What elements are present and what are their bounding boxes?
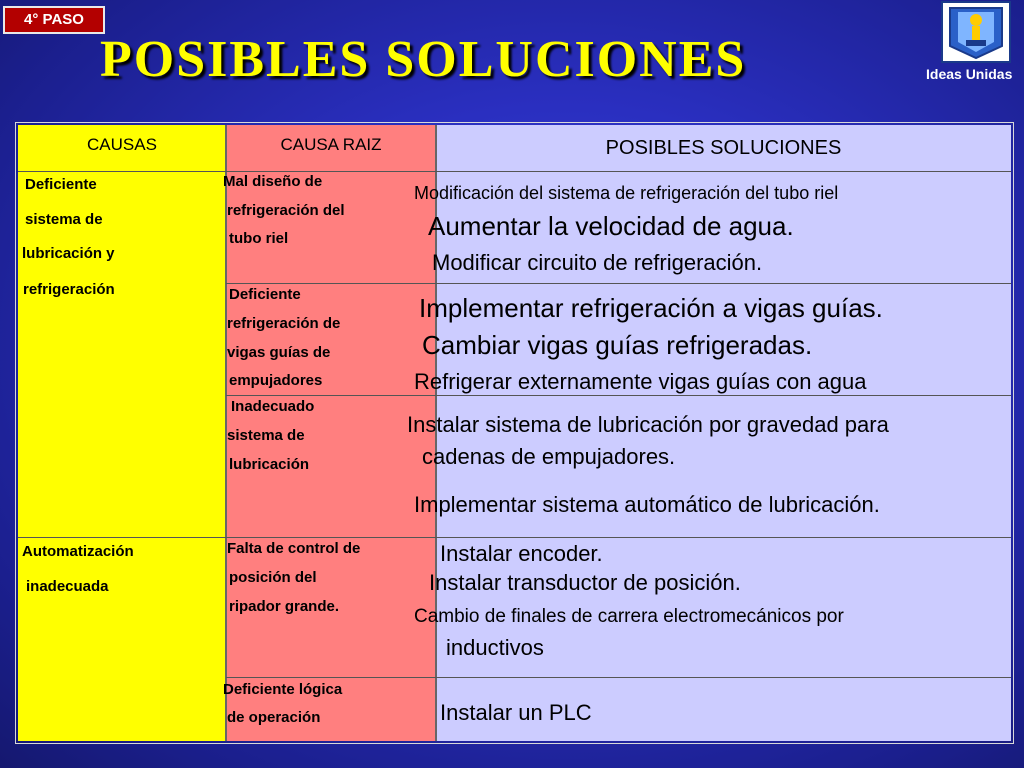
- causa-raiz-line: lubricación: [229, 456, 310, 473]
- header-causa-raiz-label: CAUSA RAIZ: [280, 135, 382, 154]
- solution-line: Instalar transductor de posición.: [429, 570, 741, 595]
- header-soluciones-label: POSIBLES SOLUCIONES: [605, 137, 842, 159]
- header-causa-raiz: [226, 125, 436, 171]
- header-soluciones: [436, 125, 1011, 171]
- solution-line: Instalar un PLC: [440, 700, 592, 725]
- slide-title: POSIBLES SOLUCIONES: [100, 31, 747, 88]
- causa-raiz-line: Inadecuado: [231, 398, 315, 415]
- row-divider: [18, 171, 1011, 172]
- solution-line: Implementar refrigeración a vigas guías.: [419, 293, 883, 323]
- solution-line: Instalar sistema de lubricación por gravedad para: [407, 412, 889, 437]
- row-divider: [226, 283, 1011, 284]
- solution-line: Implementar sistema automático de lubricación.: [414, 492, 880, 517]
- causa-raiz-line: ripador grande.: [229, 598, 340, 615]
- step-badge: 4° PASO: [3, 6, 105, 34]
- solution-line: Modificar circuito de refrigeración.: [432, 250, 763, 275]
- causa-line: lubricación y: [22, 245, 115, 262]
- causa-raiz-line: empujadores: [229, 372, 323, 389]
- causa-line: refrigeración: [23, 281, 115, 298]
- row-divider: [226, 677, 1011, 678]
- causa-raiz-line: refrigeración del: [227, 202, 345, 219]
- causa-raiz-line: Mal diseño de: [223, 173, 323, 190]
- header-causas: [18, 125, 226, 171]
- header-causas-label: CAUSAS: [87, 135, 157, 154]
- causa-raiz-line: vigas guías de: [227, 344, 331, 361]
- causa-raiz-line: Deficiente lógica: [223, 681, 343, 698]
- logo-text: Ideas Unidas: [926, 66, 1013, 82]
- solution-line: Aumentar la velocidad de agua.: [428, 211, 794, 241]
- causa-raiz-line: tubo riel: [229, 230, 289, 247]
- causa-line: Automatización: [22, 543, 134, 560]
- solution-line: Cambio de finales de carrera electromecánicos por: [414, 606, 844, 627]
- causa-raiz-line: Deficiente: [229, 286, 301, 303]
- solutions-table: [15, 122, 1014, 744]
- solution-line: Cambiar vigas guías refrigeradas.: [422, 330, 813, 360]
- causa-raiz-line: Falta de control de: [227, 540, 361, 557]
- row-divider: [226, 395, 1011, 396]
- solution-line: Modificación del sistema de refrigeración del tubo riel: [414, 183, 839, 203]
- causa-line: sistema de: [25, 211, 103, 228]
- causa-line: inadecuada: [26, 578, 109, 595]
- solution-line: cadenas de empujadores.: [422, 444, 676, 469]
- causa-raiz-line: de operación: [227, 709, 321, 726]
- causa-raiz-line: posición del: [229, 569, 317, 586]
- row-divider: [18, 537, 1011, 538]
- causa-line: Deficiente: [25, 176, 97, 193]
- causa-raiz-line: refrigeración de: [227, 315, 341, 332]
- causa-raiz-line: sistema de: [227, 427, 305, 444]
- solution-line: Instalar encoder.: [440, 541, 603, 566]
- solution-line: Refrigerar externamente vigas guías con agua: [414, 369, 867, 394]
- ideas-unidas-logo-icon: [940, 0, 1012, 64]
- solution-line: inductivos: [446, 635, 544, 660]
